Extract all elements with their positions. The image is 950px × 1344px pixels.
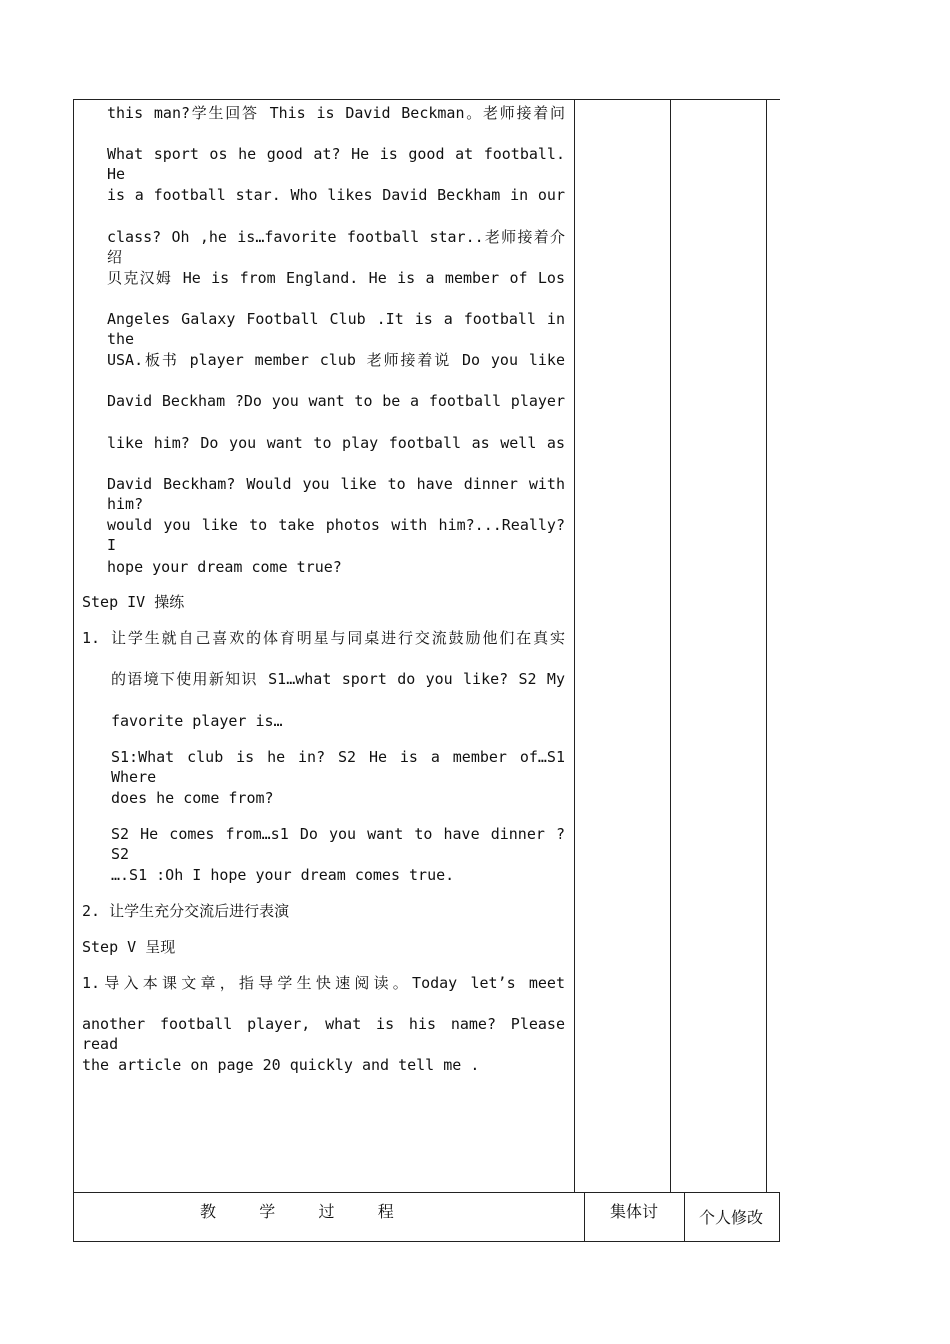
paragraph-line: 贝克汉姆 He is from England. He is a member of Los bbox=[107, 269, 565, 287]
footer-divider-1 bbox=[584, 1192, 585, 1242]
step4-item1-line: S2 He comes from…s1 Do you want to have dinner ? S2 bbox=[111, 825, 565, 863]
paragraph-line: class? Oh ,he is…favorite football star..老师接着介绍 bbox=[107, 228, 565, 266]
table-bottom-border bbox=[73, 1241, 780, 1242]
footer-group-discussion: 集体讨 bbox=[610, 1202, 659, 1221]
step5-item1-line: another football player, what is his name? Please read bbox=[82, 1015, 565, 1053]
column-divider-3 bbox=[766, 99, 767, 1193]
footer-divider-2 bbox=[684, 1192, 685, 1242]
step4-item2: 2. 让学生充分交流后进行表演 bbox=[82, 902, 290, 920]
step4-item1-line: 的语境下使用新知识 S1…what sport do you like? S2 My bbox=[111, 670, 565, 688]
step5-item1-line: the article on page 20 quickly and tell me . bbox=[82, 1056, 480, 1074]
paragraph-line: is a football star. Who likes David Beckham in our bbox=[107, 186, 565, 204]
step4-item1-line: does he come from? bbox=[111, 789, 274, 807]
paragraph-line: Angeles Galaxy Football Club .It is a football in the bbox=[107, 310, 565, 348]
paragraph-line: like him? Do you want to play football as well as bbox=[107, 434, 565, 452]
row-divider-footer bbox=[73, 1192, 780, 1193]
step4-heading: Step IV 操练 bbox=[82, 593, 185, 611]
step4-item1-line: favorite player is… bbox=[111, 712, 283, 730]
column-divider-1 bbox=[574, 99, 575, 1193]
paragraph-line: would you like to take photos with him?...Really? I bbox=[107, 516, 565, 554]
paragraph-line: David Beckham ?Do you want to be a football player bbox=[107, 392, 565, 410]
step4-item1-line: S1:What club is he in? S2 He is a member of…S1 Where bbox=[111, 748, 565, 786]
step4-item1-line: 让学生就自己喜欢的体育明星与同桌进行交流鼓励他们在真实 bbox=[111, 629, 565, 647]
table-left-border bbox=[73, 99, 74, 1242]
table-right-border-footer bbox=[779, 1192, 780, 1242]
paragraph-line: What sport os he good at? He is good at football. He bbox=[107, 145, 565, 183]
step5-heading: Step V 呈现 bbox=[82, 938, 176, 956]
paragraph-line: David Beckham? Would you like to have dinner with him? bbox=[107, 475, 565, 513]
paragraph-line: hope your dream come true? bbox=[107, 558, 342, 576]
step4-item1-number: 1. bbox=[82, 629, 101, 647]
footer-personal-revision: 个人修改 bbox=[699, 1208, 764, 1227]
paragraph-line: USA.板书 player member club 老师接着说 Do you like bbox=[107, 351, 565, 369]
footer-teaching-process: 教 学 过 程 bbox=[200, 1202, 402, 1221]
column-divider-2 bbox=[670, 99, 671, 1193]
table-top-border bbox=[73, 99, 780, 100]
step5-item1-line: 1.导入本课文章，指导学生快速阅读。Today let’s meet bbox=[82, 974, 565, 992]
step4-item1-line: ….S1 :Oh I hope your dream comes true. bbox=[111, 866, 455, 884]
paragraph-line: this man?学生回答 This is David Beckman。老师接着问 bbox=[107, 104, 565, 122]
